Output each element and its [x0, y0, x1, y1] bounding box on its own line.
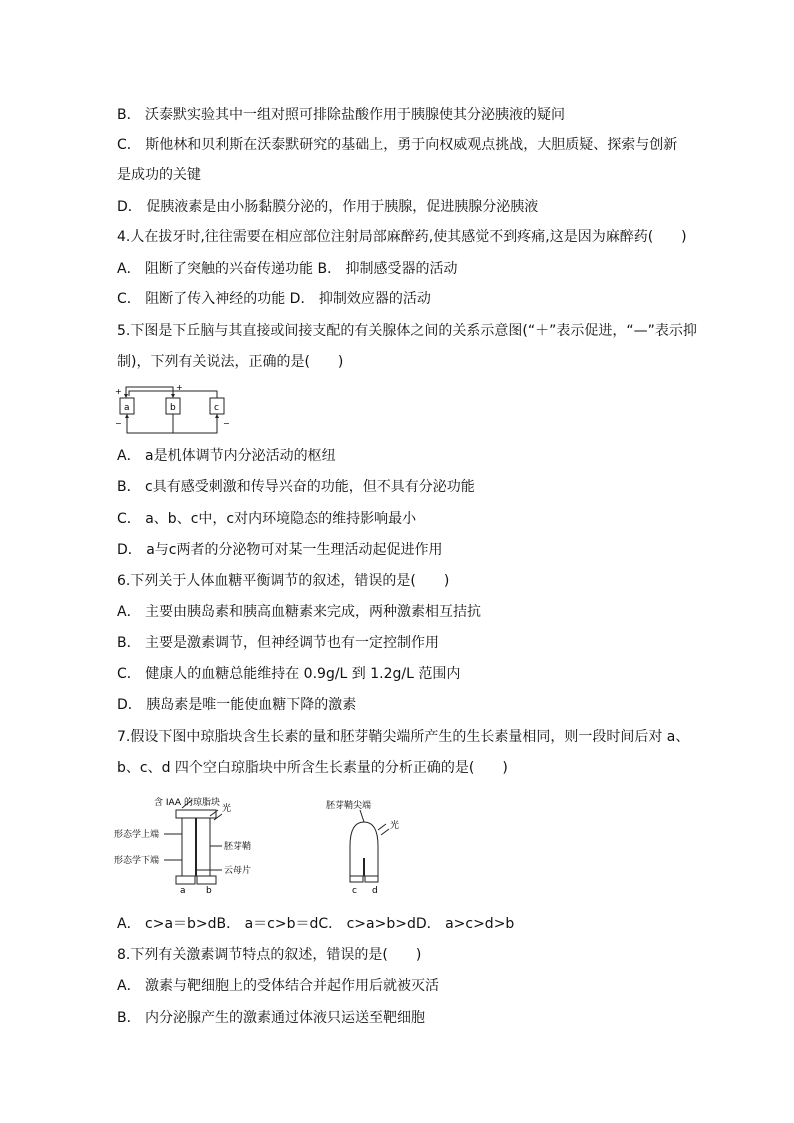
arrow-head — [124, 394, 128, 398]
light-ray — [214, 814, 222, 820]
question-4: 4.人在拔牙时,往往需要在相应部位注射局部麻醉药,使其感觉不到疼痛,这是因为麻醉药( ) — [117, 229, 687, 245]
agar-block-b — [197, 876, 216, 884]
text-line: B． c具有感受刺激和传导兴奋的功能，但不具有分泌功能 — [117, 479, 475, 495]
block-a-label: a — [180, 886, 186, 894]
coleoptile-label: 胚芽鞘 — [224, 842, 252, 852]
agar-block-a — [176, 876, 195, 884]
text-line: C． 健康人的血糖总能维持在 0.9g/L 到 1.2g/L 范围内 — [117, 666, 461, 682]
text-line: D． 促胰液素是由小肠黏膜分泌的，作用于胰腺，促进胰腺分泌胰液 — [117, 199, 539, 215]
arrow-head — [125, 414, 129, 418]
question-8: 8.下列有关激素调节特点的叙述，错误的是( ) — [117, 947, 422, 963]
text-line: C． 斯他林和贝利斯在沃泰默研究的基础上，勇于向权威观点挑战，大胆质疑、探索与创新 — [117, 137, 678, 153]
light-label: 光 — [390, 821, 400, 831]
agar-block-c — [350, 876, 363, 882]
figure-gland-diagram — [115, 381, 235, 439]
light-ray — [210, 810, 218, 816]
text-line: A． 阻断了突触的兴奋传递功能 B． 抑制感受器的活动 — [117, 261, 458, 277]
text-line: D． 胰岛素是唯一能使血糖下降的激素 — [117, 697, 357, 713]
sign-minus: − — [115, 419, 122, 428]
text-line: A． 主要由胰岛素和胰高血糖素来完成，两种激素相互拮抗 — [117, 604, 482, 620]
arrow-head — [215, 414, 219, 418]
sign-plus: + — [176, 383, 183, 392]
text-line: B． 沃泰默实验其中一组对照可排除盐酸作用于胰腺使其分泌胰液的疑问 — [117, 107, 566, 123]
text-line: C． 阻断了传入神经的功能 D． 抑制效应器的活动 — [117, 291, 431, 307]
question-5: 5.下图是下丘脑与其直接或间接支配的有关腺体之间的关系示意图(“＋”表示促进，“—”表示抑 — [117, 323, 697, 339]
box-b-label: b — [170, 403, 176, 413]
box-a-label: a — [124, 403, 130, 413]
question-7: 7.假设下图中琼脂块含生长素的量和胚芽鞘尖端所产生的生长素量相同，则一段时间后对 a、 — [117, 729, 690, 745]
tip-label: 胚芽鞘尖端 — [326, 801, 372, 811]
text-line: A． c>a＝b>dB． a＝c>b＝dC． c>a>b>dD． a>c>d>b — [117, 916, 515, 932]
iaa-agar-block — [176, 810, 216, 818]
connector-line — [127, 414, 217, 433]
figure-coleoptile-experiment — [114, 794, 414, 894]
arrow-head — [171, 394, 175, 398]
block-d-label: d — [372, 886, 378, 894]
text-line: C． a、b、c中，c对内环境隐态的维持影响最小 — [117, 511, 417, 527]
text-line: b、c、d 四个空白琼脂块中所含生长素量的分析正确的是( ) — [117, 760, 508, 776]
light-label: 光 — [222, 804, 232, 814]
mica-label: 云母片 — [224, 866, 252, 876]
text-line: 是成功的关键 — [117, 167, 201, 183]
text-line: D． a与c两者的分泌物可对某一生理活动起促进作用 — [117, 542, 443, 558]
block-c-label: c — [352, 886, 357, 894]
lower-end-label: 形态学下端 — [114, 856, 160, 866]
text-line: A． 激素与靶细胞上的受体结合并起作用后就被灭活 — [117, 978, 440, 994]
agar-block-d — [365, 876, 378, 882]
block-b-label: b — [206, 886, 212, 894]
text-line: B． 内分泌腺产生的激素通过体液只运送至靶细胞 — [117, 1010, 426, 1026]
agar-block-label: 含 IAA 的琼脂块 — [154, 798, 220, 808]
sign-plus: + — [115, 387, 122, 396]
box-c-label: c — [214, 403, 219, 413]
light-ray — [378, 824, 386, 830]
text-line: B． 主要是激素调节，但神经调节也有一定控制作用 — [117, 635, 440, 651]
text-line: 制)，下列有关说法，正确的是( ) — [117, 354, 344, 370]
sign-minus: − — [223, 419, 230, 428]
leader-line — [360, 810, 364, 822]
text-line: A． a是机体调节内分泌活动的枢纽 — [117, 448, 336, 464]
upper-end-label: 形态学上端 — [114, 830, 160, 840]
question-6: 6.下列关于人体血糖平衡调节的叙述，错误的是( ) — [117, 573, 450, 589]
light-ray — [381, 829, 389, 835]
